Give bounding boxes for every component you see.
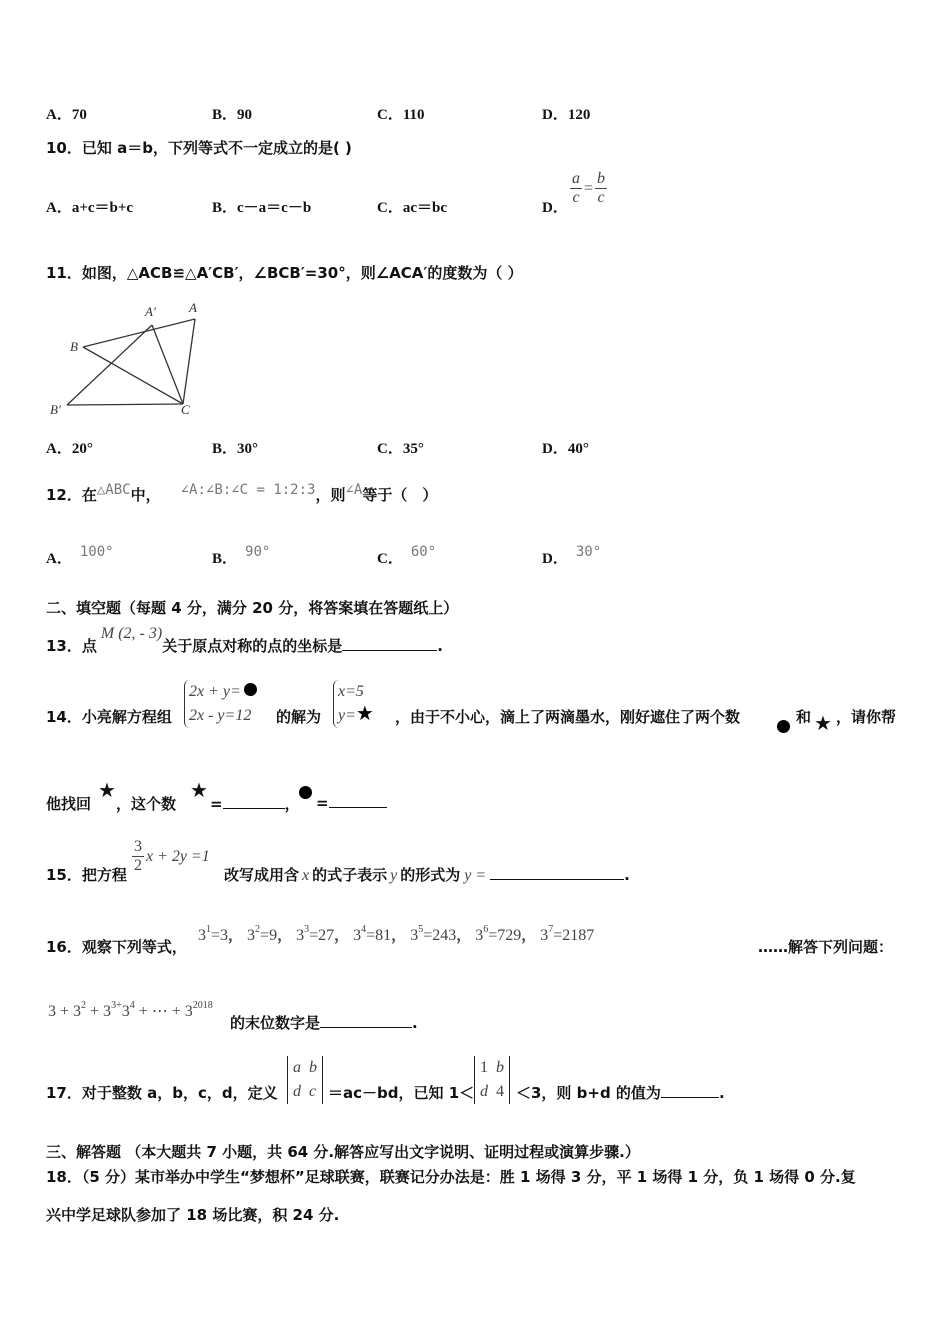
- q12-option-d: [542, 544, 602, 568]
- q14-equation-2: 2x - y=12: [189, 707, 252, 724]
- q16-power-4: $3^4=81$: [353, 924, 392, 944]
- q13-stem: [46, 625, 443, 656]
- section-3-heading: 三、解答题 （本大题共 7 小题，共 64 分.解答应写出文字说明、证明过程或演算步骤.）: [46, 1143, 640, 1161]
- q15-answer-blank[interactable]: [490, 865, 624, 880]
- q11-label-a: A: [189, 300, 197, 315]
- q16-text-3: [230, 1012, 418, 1033]
- q15-var-x: x: [302, 867, 310, 884]
- q14-solution-2: y=: [338, 707, 356, 724]
- q13-point: M (2, - 3): [100, 625, 163, 642]
- q14-text-2: 的解为: [276, 708, 322, 726]
- q10-d-label: D．: [542, 200, 568, 216]
- q11-label-b-prime: B′: [50, 402, 61, 417]
- q17-determinant-definition: a b d c: [287, 1056, 323, 1104]
- q14-line2-dot-icon: [299, 784, 312, 803]
- q12-option-c-label: C．: [377, 551, 403, 567]
- q10-stem: 10．已知 a＝b，下列等式不一定成立的是( ): [46, 139, 352, 157]
- q10-d-numerator-right: b: [597, 170, 606, 187]
- q14-solution-system: [333, 680, 374, 728]
- q11-segment-b1a1: [67, 325, 152, 405]
- q14-text-5: ，请你帮: [836, 708, 897, 726]
- q11-segment-b1c: [67, 404, 183, 405]
- q12-stem: [46, 484, 437, 505]
- q9-option-a: A．70: [46, 107, 87, 123]
- q10-d-denominator-right: c: [597, 189, 605, 206]
- q15-equation: [132, 838, 210, 875]
- q10-d-numerator-left: a: [572, 170, 580, 187]
- q14-line2-text-2: ，这个数: [116, 795, 177, 813]
- q17-period: .: [718, 1084, 725, 1102]
- q14-comma: ，: [284, 795, 300, 813]
- q14-dot-answer: [316, 793, 387, 812]
- q14-star-equals: =: [210, 795, 223, 813]
- q10-option-a: A．a+c＝b+c: [46, 200, 134, 216]
- q16-powers: $3^1=3$， $3^2=9$， $3^3=27$， $3^4=81$， $3^5=243$， $3^6=729$， $3^7=2187$: [198, 924, 595, 944]
- q12-text-1: 12．在: [46, 486, 97, 504]
- q11-label-c: C: [181, 402, 190, 417]
- q18-line-2: 兴中学足球队参加了 18 场比赛，积 24 分.: [46, 1206, 340, 1224]
- q16-period: .: [412, 1014, 418, 1032]
- q9-option-d: D．120: [542, 107, 591, 123]
- q16-power-1: $3^1=3$: [198, 924, 229, 944]
- q12-ratio: ∠A:∠B:∠C = 1:2:3: [180, 482, 316, 498]
- q16-power-5: $3^5=243$: [410, 924, 457, 944]
- q12-triangle: △ABC: [96, 482, 131, 498]
- q11-segment-a1c: [152, 325, 183, 404]
- q14-star-icon: ★: [814, 711, 832, 735]
- q16-text-1: 16．观察下列等式，: [46, 938, 187, 956]
- q12-option-c-value: 60°: [410, 544, 437, 560]
- q15-text-2: 改写成用含: [224, 866, 300, 884]
- q15-period: .: [624, 866, 630, 884]
- q14-dot-icon: [777, 718, 790, 737]
- q12-option-b: [212, 544, 271, 568]
- q11-triangle-figure: [44, 298, 204, 423]
- q10-d-fraction-equation: [570, 170, 607, 207]
- q14-line2-star-icon-2: ★: [190, 778, 208, 802]
- q11-stem: 11．如图，△ACB≌△A′CB′，∠BCB′=30°，则∠ACA′的度数为（ ）: [46, 264, 523, 282]
- q16-text-2: ……解答下列问题：: [758, 938, 894, 956]
- q14-line2-text-1: 他找回: [46, 795, 92, 813]
- q14-equation-1: 2x + y=: [189, 683, 241, 700]
- q12-option-a-label: A．: [46, 551, 72, 567]
- q12-text-4: 等于（ ）: [362, 486, 438, 504]
- q12-option-a: [46, 544, 114, 568]
- q10-d-denominator-left: c: [572, 189, 580, 206]
- q17-determinant-condition: 1 b d 4: [474, 1056, 510, 1104]
- q15-numerator: 3: [134, 838, 142, 855]
- q15-denominator: 2: [134, 857, 142, 874]
- section-2-heading: 二、填空题（每题 4 分，满分 20 分，将答案填在答题纸上）: [46, 599, 459, 617]
- q9-option-c: C．110: [377, 107, 425, 123]
- q14-line2-star-icon-1: ★: [98, 778, 116, 802]
- q15-var-y: y: [390, 867, 398, 884]
- q16-power-6: $3^6=729$: [475, 924, 522, 944]
- q17-text-2: ＝ac－bd，已知 1＜: [328, 1084, 475, 1102]
- q17-text-3: [516, 1082, 725, 1103]
- q11-option-a: A．20°: [46, 441, 93, 457]
- q14-text-1: 14．小亮解方程组: [46, 708, 172, 726]
- q14-solution-1: x=5: [338, 683, 364, 700]
- q12-option-a-value: 100°: [79, 544, 114, 560]
- q15-text-1: 15．把方程: [46, 866, 127, 884]
- q12-angle-a: ∠A: [345, 482, 363, 498]
- q14-equation-system: [184, 680, 257, 728]
- q14-dot-blank[interactable]: [329, 793, 387, 808]
- q15-expression: x + 2y =1: [146, 847, 210, 865]
- q18-line-1: 18．（5 分）某市举办中学生“梦想杯”足球联赛，联赛记分办法是：胜 1 场得 3 分，平 1 场得 1 分，负 1 场得 0 分.复: [46, 1168, 856, 1186]
- q10-option-c: C．ac＝bc: [377, 200, 447, 216]
- q17-text-1: 17．对于整数 a，b，c，d，定义: [46, 1084, 278, 1102]
- q13-text-1: 13．点: [46, 637, 97, 655]
- q14-dot-equals: =: [316, 794, 329, 812]
- q10-d-equals: =: [584, 179, 594, 197]
- q17-condition-text: ＜3，则 b+d 的值为: [516, 1084, 661, 1102]
- q13-text-2: 关于原点对称的点的坐标是: [162, 637, 343, 655]
- q15-y-equals: y =: [464, 867, 487, 884]
- q14-text-4: 和: [796, 708, 812, 726]
- q14-star-blank[interactable]: [223, 794, 285, 809]
- q12-option-b-value: 90°: [245, 544, 271, 560]
- q11-segment-ac: [183, 319, 195, 404]
- q14-ink-star-icon: ★: [355, 703, 374, 725]
- q16-last-digit-text: 的末位数字是: [230, 1014, 321, 1032]
- q17-answer-blank[interactable]: [661, 1083, 719, 1098]
- q16-sum-expression: $3 + 3^2 + 3^{3+}3^4$ + ⋯ + $3^{2018}$: [48, 1000, 213, 1020]
- q12-text-2: 中，: [130, 486, 161, 504]
- q11-option-d: D．40°: [542, 441, 589, 457]
- q13-answer-blank[interactable]: [342, 636, 437, 651]
- q10-option-d: [542, 196, 568, 217]
- q14-text-3: ，由于不小心，滴上了两滴墨水，刚好遮住了两个数: [395, 708, 741, 726]
- q11-option-b: B．30°: [212, 441, 259, 457]
- q12-option-d-value: 30°: [575, 544, 602, 560]
- q15-text-rest: [224, 864, 630, 885]
- q12-option-c: [377, 544, 437, 568]
- q11-label-b: B: [70, 339, 78, 354]
- q11-label-a-prime: A′: [145, 304, 156, 319]
- q14-star-answer: [210, 793, 300, 814]
- q11-option-c: C．35°: [377, 441, 424, 457]
- q12-option-d-label: D．: [542, 551, 568, 567]
- q12-option-b-label: B．: [212, 551, 238, 567]
- q9-option-b: B．90: [212, 107, 253, 123]
- q16-power-3: $3^3=27$: [296, 924, 335, 944]
- q16-power-7: $3^7=2187$: [540, 924, 595, 944]
- q13-period: .: [437, 637, 443, 655]
- q16-power-2: $3^2=9$: [247, 924, 278, 944]
- q11-segment-ba: [83, 319, 195, 347]
- q12-text-3: ，则: [315, 486, 346, 504]
- q15-text-3: 的式子表示: [312, 866, 388, 884]
- q10-option-b: B．c－a＝c－b: [212, 200, 312, 216]
- q14-ink-dot-icon: [244, 683, 257, 696]
- q15-text-4: 的形式为: [400, 866, 461, 884]
- q16-answer-blank[interactable]: [320, 1013, 412, 1028]
